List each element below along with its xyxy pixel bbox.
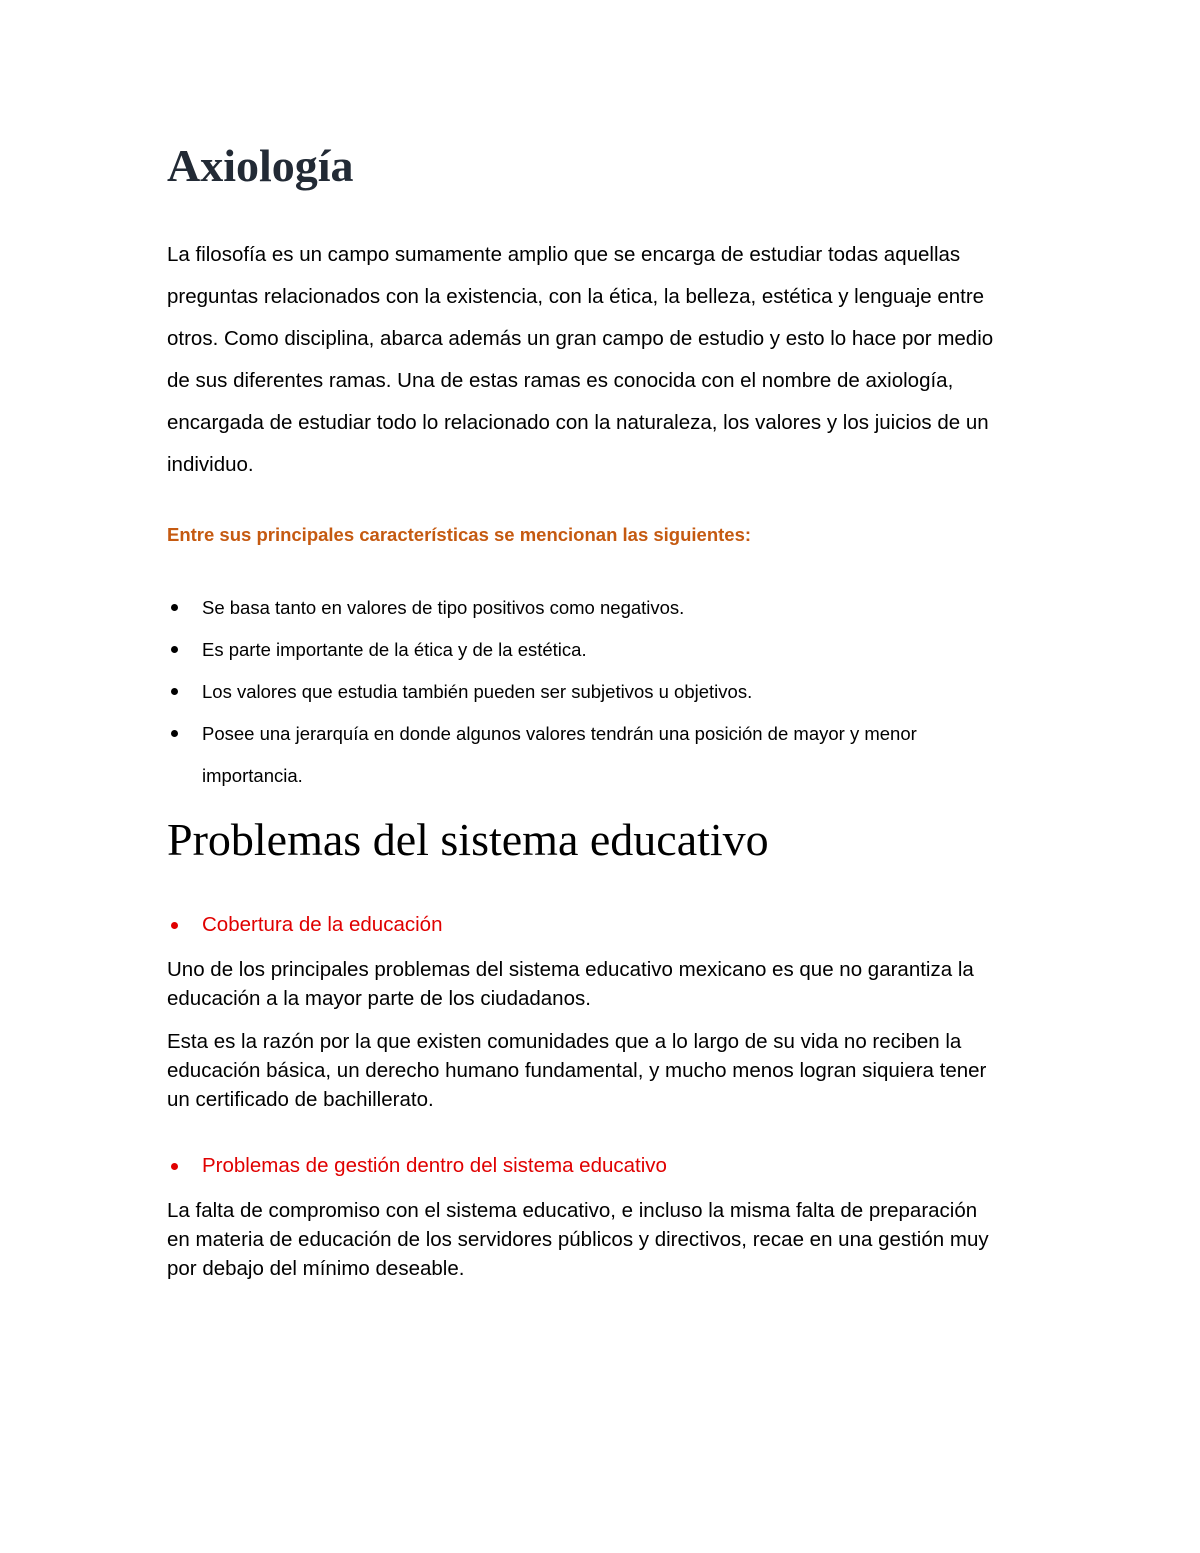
problem-paragraph	[167, 1196, 1047, 1283]
features-list	[167, 587, 1047, 797]
paragraph-line: Uno de los principales problemas del sistema educativo mexicano es que no garantiza la	[167, 958, 974, 981]
page-title: Axiología	[167, 140, 354, 191]
intro-line: La filosofía es un campo sumamente amplio que se encarga de estudiar todas aquellas	[167, 243, 961, 266]
problem-paragraph	[167, 1027, 1047, 1114]
bullet-icon	[171, 730, 178, 737]
paragraph-line: educación a la mayor parte de los ciudadanos.	[167, 987, 591, 1010]
list-item-text: importancia.	[202, 765, 303, 786]
features-heading: Entre sus principales características se mencionan las siguientes:	[167, 524, 752, 545]
paragraph-line: La falta de compromiso con el sistema educativo, e incluso la misma falta de preparación	[167, 1199, 978, 1222]
problem-heading	[167, 1151, 1047, 1181]
intro-line: otros. Como disciplina, abarca además un gran campo de estudio y esto lo hace por medio	[167, 327, 994, 350]
list-item-text: Se basa tanto en valores de tipo positivos como negativos.	[202, 597, 685, 618]
list-item-text: Posee una jerarquía en donde algunos valores tendrán una posición de mayor y menor	[202, 723, 917, 744]
intro-line: individuo.	[167, 453, 254, 476]
paragraph-line: un certificado de bachillerato.	[167, 1088, 434, 1111]
list-item	[167, 713, 1047, 797]
list-item	[167, 629, 1047, 671]
problem-heading-text: Cobertura de la educación	[202, 913, 443, 936]
paragraph-line: Esta es la razón por la que existen comunidades que a lo largo de su vida no reciben la	[167, 1030, 962, 1053]
bullet-icon	[171, 922, 178, 929]
intro-line: preguntas relacionados con la existencia, con la ética, la belleza, estética y lenguaje entre	[167, 285, 985, 308]
section-title: Problemas del sistema educativo	[167, 814, 769, 865]
bullet-icon	[171, 646, 178, 653]
list-item	[167, 671, 1047, 713]
list-item	[167, 587, 1047, 629]
paragraph-line: en materia de educación de los servidores públicos y directivos, recae en una gestión muy	[167, 1228, 989, 1251]
list-item-text: Es parte importante de la ética y de la estética.	[202, 639, 587, 660]
intro-line: de sus diferentes ramas. Una de estas ramas es conocida con el nombre de axiología,	[167, 369, 954, 392]
problem-heading	[167, 910, 1047, 940]
bullet-icon	[171, 1163, 178, 1170]
bullet-icon	[171, 604, 178, 611]
problem-paragraph	[167, 955, 1047, 1013]
paragraph-line: por debajo del mínimo deseable.	[167, 1257, 465, 1280]
bullet-icon	[171, 688, 178, 695]
problem-heading-text: Problemas de gestión dentro del sistema educativo	[202, 1154, 667, 1177]
list-item-text: Los valores que estudia también pueden ser subjetivos u objetivos.	[202, 681, 753, 702]
intro-line: encargada de estudiar todo lo relacionado con la naturaleza, los valores y los juicios de un	[167, 411, 989, 434]
intro-paragraph	[167, 234, 1047, 486]
paragraph-line: educación básica, un derecho humano fundamental, y mucho menos logran siquiera tener	[167, 1059, 987, 1082]
